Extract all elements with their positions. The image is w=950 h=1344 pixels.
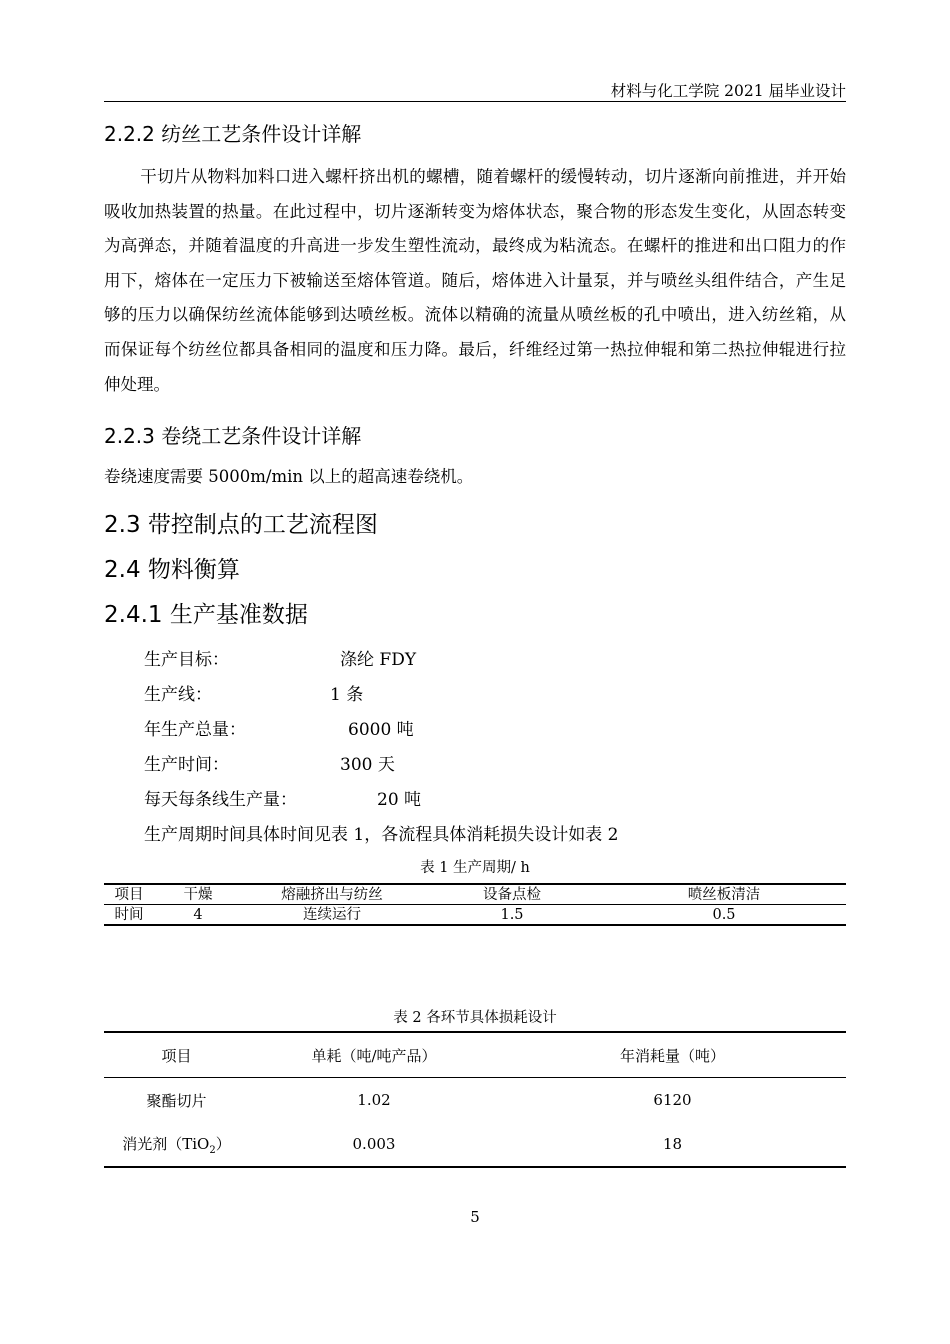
section-title-2-4: 2.4 物料衡算	[104, 557, 240, 583]
table-row	[104, 905, 846, 926]
section-title-2-2-2: 2.2.2 纺丝工艺条件设计详解	[104, 122, 362, 146]
table1	[104, 883, 846, 926]
item-label: 生产线：	[144, 685, 212, 705]
table1-cell: 0.5	[602, 905, 846, 926]
table2-caption: 表 2 各环节具体损耗设计	[393, 1010, 557, 1026]
section-title-2-4-1: 2.4.1 生产基准数据	[104, 602, 308, 628]
tio2-label-pre: 消光剂（TiO	[122, 1134, 210, 1153]
table1-header-row	[104, 884, 846, 905]
table2-header-cell: 单耗（吨/吨产品）	[249, 1032, 499, 1078]
table2	[104, 1031, 846, 1168]
table1-cell: 1.5	[422, 905, 602, 926]
table1-cell: 4	[154, 905, 242, 926]
table-row	[104, 1122, 846, 1167]
table2-cell	[104, 1122, 249, 1167]
item-label: 年生产总量：	[144, 720, 246, 740]
item-value: 涤纶 FDY	[340, 650, 417, 670]
table2-cell: 18	[499, 1122, 846, 1167]
section-title-2-2-3: 2.2.3 卷绕工艺条件设计详解	[104, 424, 362, 448]
table2-cell: 1.02	[357, 1091, 391, 1109]
item-value: 20 吨	[377, 790, 422, 810]
item-label: 每天每条线生产量：	[144, 790, 297, 810]
item-value: 1 条	[330, 685, 364, 705]
item-value: 300 天	[340, 755, 395, 775]
page-number: 5	[470, 1208, 480, 1226]
item-value: 6000 吨	[348, 720, 414, 740]
section-body-2-2-2	[104, 160, 846, 402]
tio2-label-post: ）	[215, 1134, 231, 1153]
tio2-subscript: 2	[209, 1144, 216, 1156]
page-header	[104, 75, 846, 102]
table1-cell: 时间	[104, 905, 154, 926]
table-row	[104, 1078, 846, 1123]
table2-cell: 0.003	[249, 1122, 499, 1167]
table2-cell: 聚酯切片	[146, 1091, 207, 1110]
section-title-2-3: 2.3 带控制点的工艺流程图	[104, 512, 378, 538]
table1-header-cell: 设备点检	[422, 884, 602, 905]
table1-header-cell: 熔融挤出与纺丝	[242, 884, 422, 905]
table2-cell: 6120	[653, 1091, 692, 1109]
table2-header-cell: 年消耗量（吨）	[499, 1032, 846, 1078]
item-label: 生产时间：	[144, 755, 229, 775]
table1-caption: 表 1 生产周期/ h	[420, 860, 530, 876]
table2-header-cell: 项目	[104, 1032, 249, 1078]
tables-note: 生产周期时间具体时间见表 1，各流程具体消耗损失设计如表 2	[144, 825, 619, 845]
paragraph-text: 干切片从物料加料口进入螺杆挤出机的螺槽，随着螺杆的缓慢转动，切片逐渐向前推进，并开始吸收加热装置的热量。在此过程中，切片逐渐转变为熔体状态，聚合物的形态发生变化，从固态转变为高弹态，并随着温度的升高进一步发生塑性流动，最终成为粘流态。在螺杆的推进和出口阻力的作用下，熔体在一定压力下被输送至熔体管道。随后，熔体进入计量泵，并与喷丝头组件结合，产生足够的压力以确保纺丝流体能够到达喷丝板。流体以精确的流量从喷丝板的孔中喷出，进入纺丝箱，从而保证每个纺丝位都具备相同的温度和压力降。最后，纤维经过第一热拉伸辊和第二热拉伸辊进行拉伸处理。	[104, 167, 846, 394]
table1-header-cell: 项目	[104, 884, 154, 905]
item-label: 生产目标：	[144, 650, 229, 670]
section-body-2-2-3: 卷绕速度需要 5000m/min 以上的超高速卷绕机。	[104, 467, 474, 486]
table2-header-row	[104, 1032, 846, 1078]
table1-cell: 连续运行	[242, 905, 422, 926]
header-text: 材料与化工学院 2021 届毕业设计	[610, 82, 846, 100]
table1-header-cell: 干燥	[154, 884, 242, 905]
table1-header-cell: 喷丝板清洁	[602, 884, 846, 905]
